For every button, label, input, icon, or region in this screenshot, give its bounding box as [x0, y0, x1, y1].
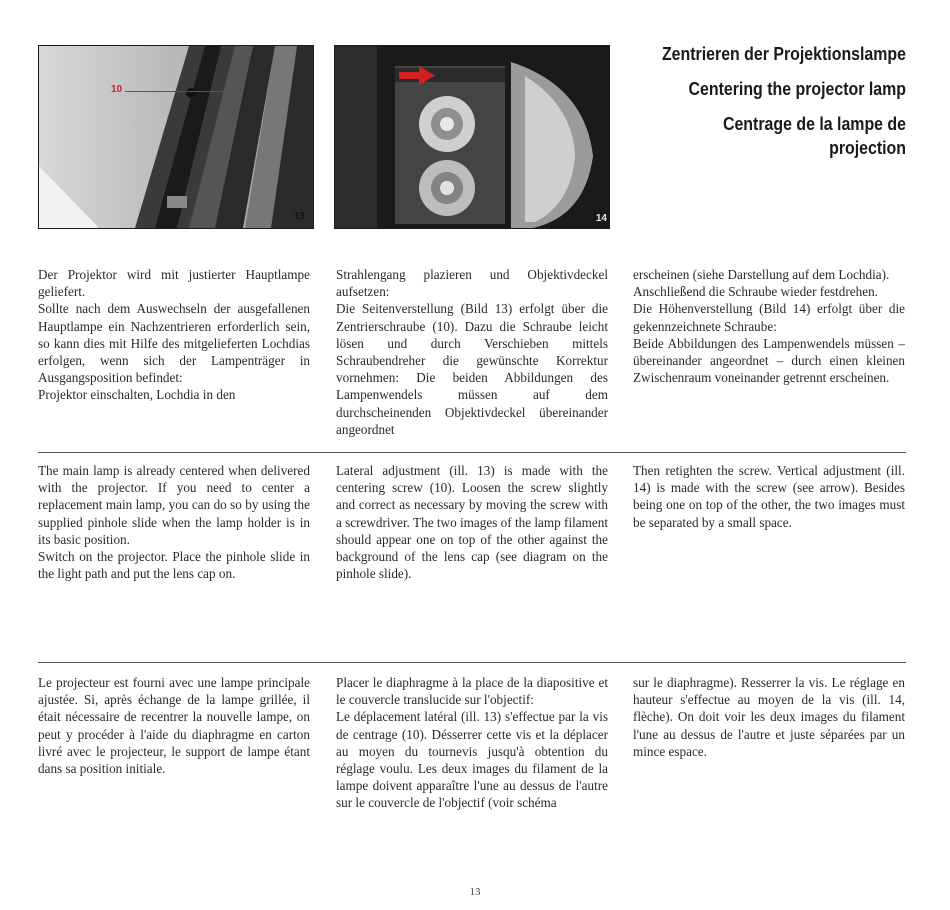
paragraph: Die Höhenverstellung (Bild 14) erfolgt über die gekennzeichnete Schraube: [633, 301, 905, 334]
paragraph: Sollte nach dem Auswechseln der ausgefallenen Hauptlampe ein Nachzentrieren erforderlich sein, so kann dies mit Hilfe des mitgelieferten Lochdias erfolgen, wenn sich der Lampenträger in Ausgangsposition befindet: [38, 301, 310, 386]
centering-screw-hole [186, 88, 196, 98]
paragraph: Anschließend die Schraube wieder festdrehen. [633, 284, 878, 300]
french-column-3 [633, 674, 905, 760]
paragraph: The main lamp is already centered when delivered with the projector. If you need to center a replacement main lamp, you can do so by using the supplied pinhole slide when the lamp holder is in its basic position. [38, 463, 310, 547]
paragraph: Projektor einschalten, Lochdia in den [38, 387, 236, 403]
paragraph: Le déplacement latéral (ill. 13) s'effectue par la vis de centrage (10). Désserrer cette vis et la déplacer au moyen du tournevis jusqu'à obtention du réglage voulu. Les deux images du filament de la lampe doivent apparaître l'une au dessus de l'autre sur le couvercle de l'objectif (voir schéma [336, 709, 608, 811]
paragraph: Die Seitenverstellung (Bild 13) erfolgt über die Zentrierschraube (10). Dazu die Schraube leicht lösen und durch Verschieben mittels Schraubendreher die gewünschte Korrektur vornehmen: Die beiden Abbildungen des Lampenwendels müssen auf dem durchscheinenden Objektivdeckel übereinander angeordnet [336, 301, 608, 437]
heading-german: Zentrieren der Projektionslampe [661, 43, 906, 64]
german-column-1 [38, 266, 310, 404]
figure-14-photo [334, 45, 610, 229]
section-divider [38, 662, 906, 663]
paragraph: Strahlengang plazieren und Objektivdeckel aufsetzen: [336, 267, 608, 300]
figure-13-number: 13 [293, 211, 305, 222]
callout-line [125, 91, 225, 92]
french-column-1 [38, 674, 310, 777]
paragraph: Lateral adjustment (ill. 13) is made with the centering screw (10). Loosen the screw slightly and correct as necessary by moving the screw with a screwdriver. The two images of the lamp filament should appear one on top of the other against the background of the lens cap (see diagram on the pinhole slide). [336, 463, 608, 582]
french-column-2 [336, 674, 608, 812]
paragraph: Switch on the projector. Place the pinhole slide in the light path and put the lens cap on. [38, 549, 310, 582]
figure-13-photo [38, 45, 314, 229]
english-column-1 [38, 462, 310, 582]
german-column-3 [633, 266, 905, 386]
paragraph: erscheinen (siehe Darstellung auf dem Lochdia). [633, 267, 890, 282]
heading-english: Centering the projector lamp [688, 78, 906, 99]
section-divider [38, 452, 906, 453]
paragraph: sur le diaphragme). Resserrer la vis. Le réglage en hauteur s'effectue au moyen de la vis (ill. 14, flèche). On doit voir les deux images du filament l'une au dessus de l'autre et juste séparées par un mince espace. [633, 675, 905, 759]
paragraph: Placer le diaphragme à la place de la diapositive et le couvercle translucide sur l'objectif: [336, 675, 608, 708]
paragraph: Beide Abbildungen des Lampenwendels müssen – übereinander angeordnet – durch einen kleinen Zwischenraum voneinander getrennt erscheinen. [633, 335, 905, 386]
figure-14-number: 14 [595, 213, 607, 224]
english-column-2 [336, 462, 608, 582]
paragraph: Then retighten the screw. Vertical adjustment (ill. 14) is made with the screw (see arrow). Besides being one on top of the other, the two images must be separated by a small space. [633, 463, 905, 530]
heading-french: Centrage de la lampe de projection [722, 113, 906, 158]
projector-rail-illustration [39, 46, 313, 228]
section-headings [616, 42, 906, 171]
paragraph: Le projecteur est fourni avec une lampe principale ajustée. Si, après échange de la lampe grillée, il était nécessaire de recentrer la nouvelle lampe, on peut y procéder à l'aide du diaphragme en carton livré avec le projecteur, le support de lampe étant dans sa position initiale. [38, 675, 310, 777]
german-column-2 [336, 266, 608, 438]
paragraph: Der Projektor wird mit justierter Hauptlampe geliefert. [38, 267, 310, 300]
page-number: 13 [469, 886, 481, 898]
lamp-housing-illustration [335, 46, 609, 228]
callout-label-10: 10 [111, 84, 123, 95]
english-column-3 [633, 462, 905, 531]
